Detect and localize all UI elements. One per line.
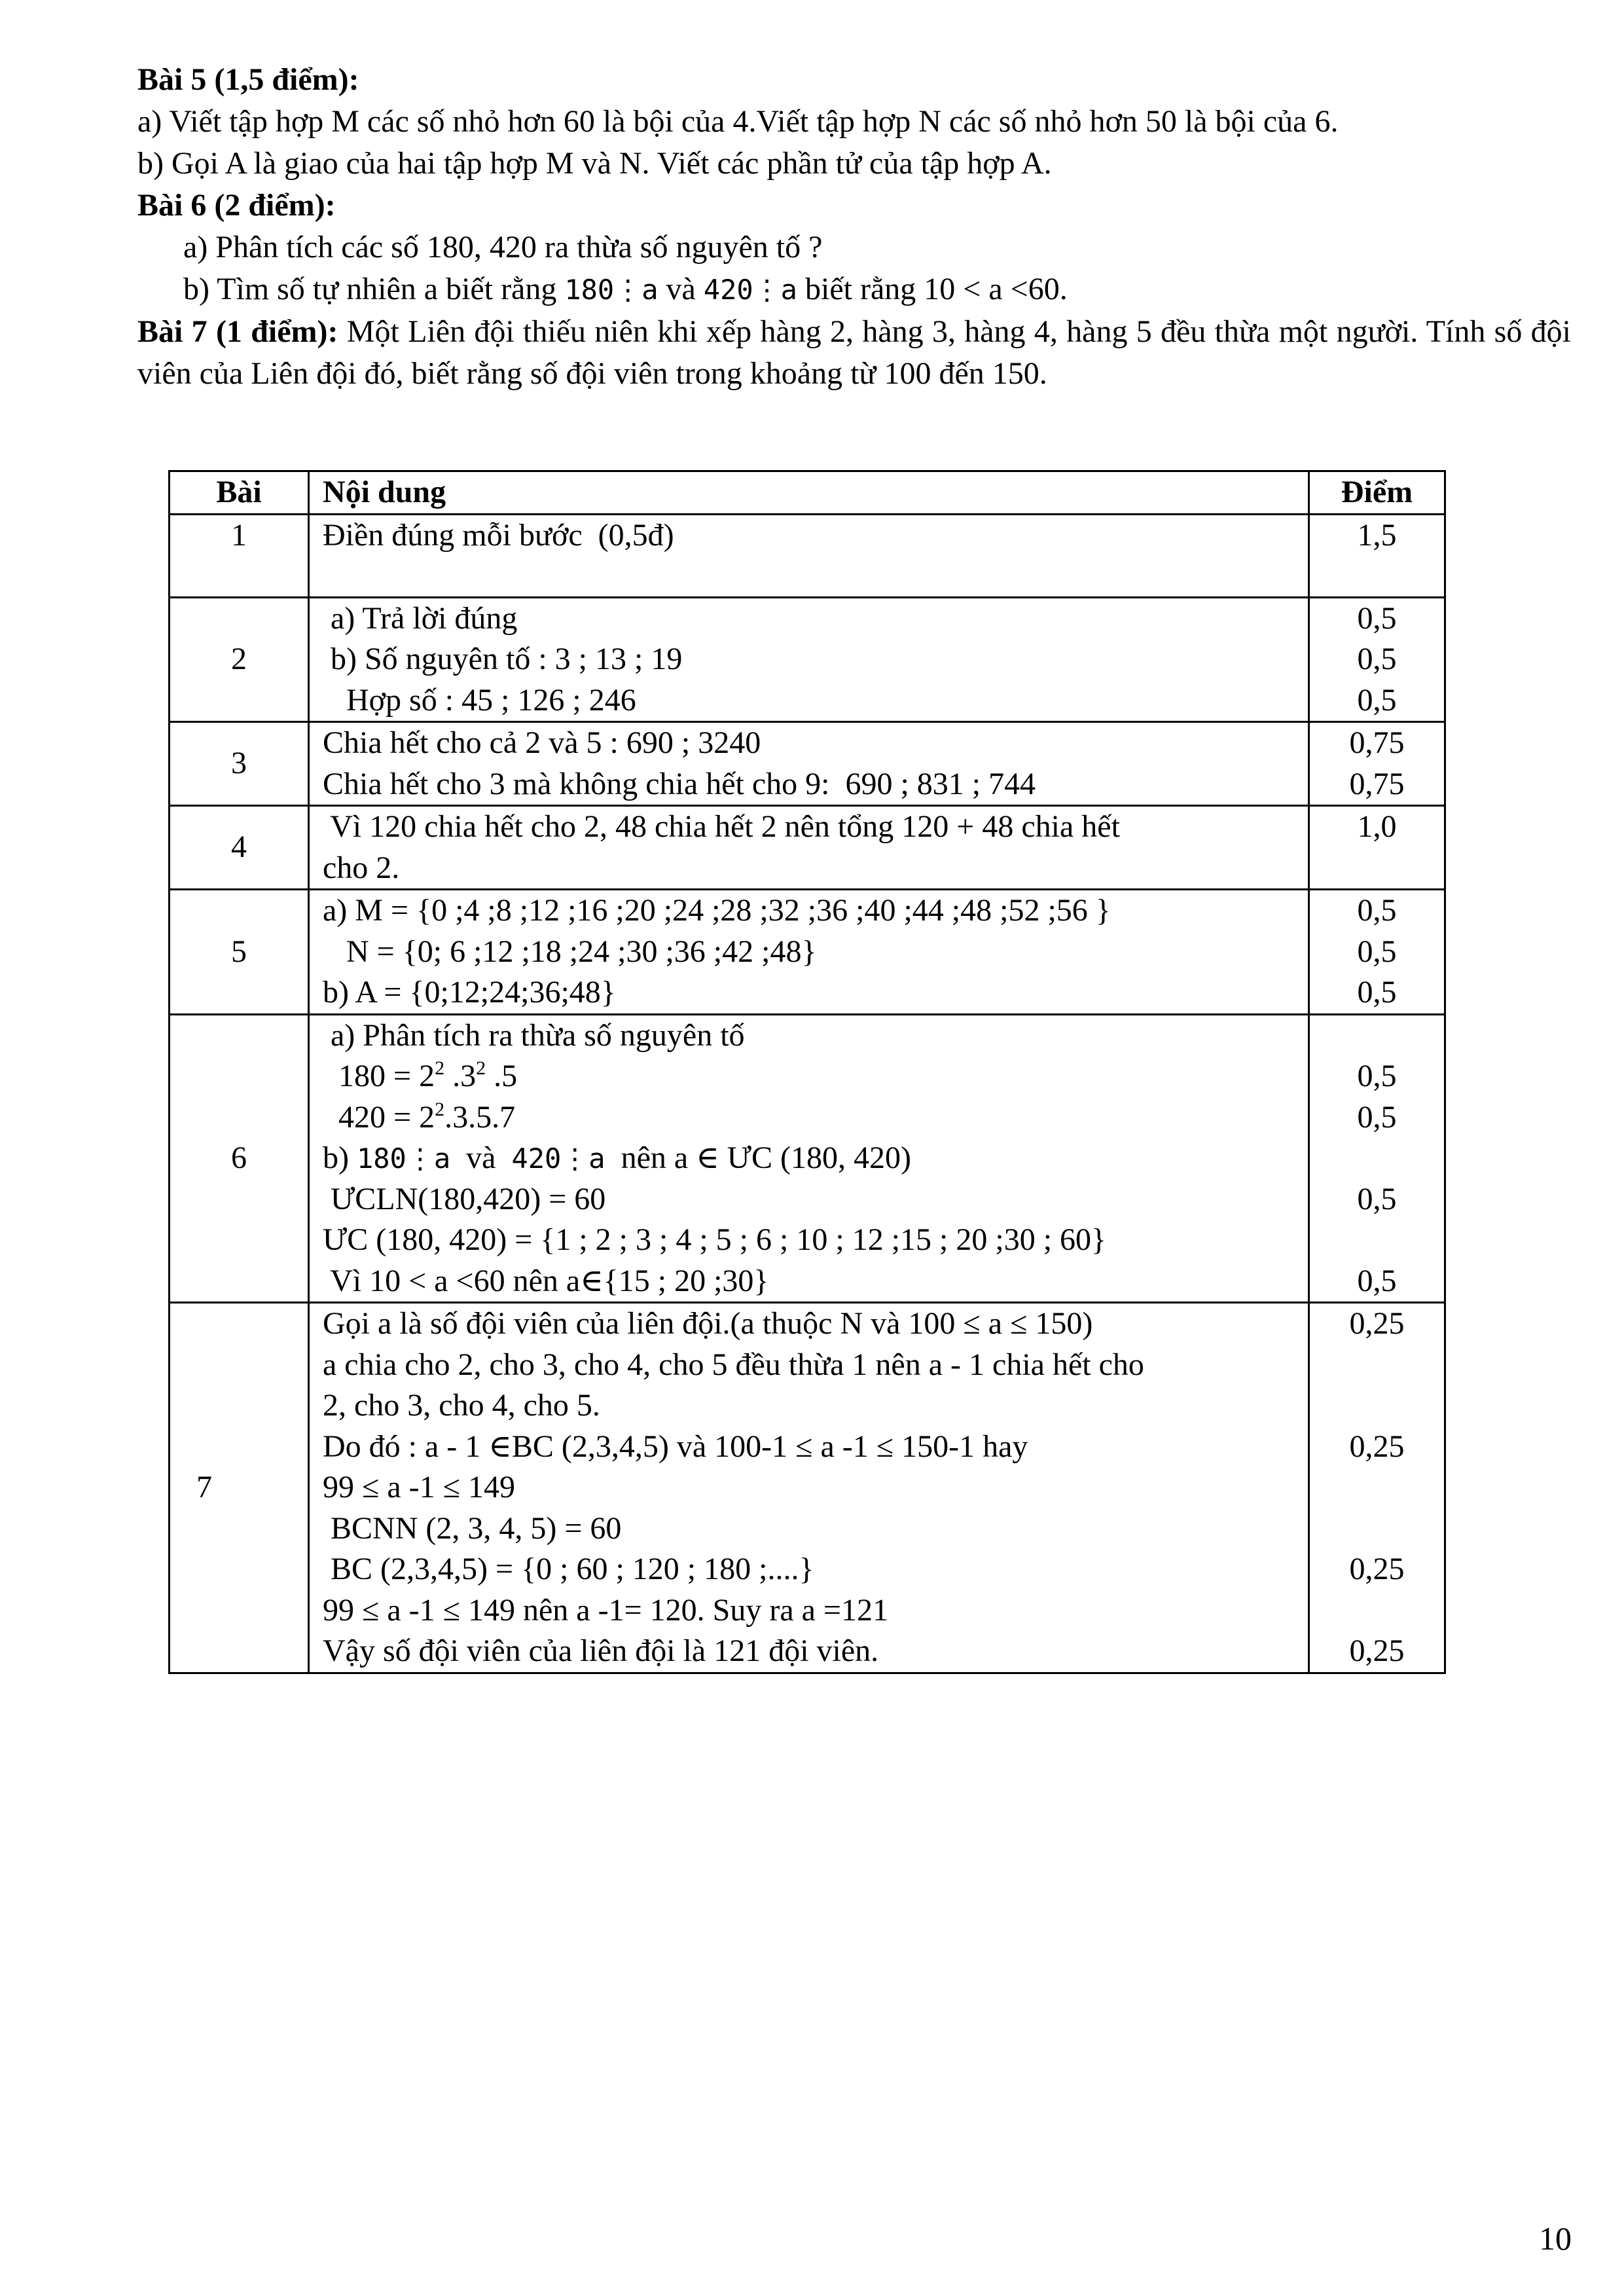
bai6-title: Bài 6 (2 điểm): <box>137 188 336 223</box>
text-part: 420 = 2 <box>323 1099 435 1135</box>
text-part: .3 <box>444 1059 477 1093</box>
table-row <box>170 514 1445 597</box>
content-line: a) Trả lời đúng <box>323 600 518 636</box>
exponent: 2 <box>435 1098 445 1120</box>
score: 1,0 <box>1357 809 1397 844</box>
text-part: .3.5.7 <box>444 1099 516 1135</box>
text-part: và <box>450 1140 512 1175</box>
page-number: 10 <box>1539 2220 1572 2257</box>
content-line: a) Phân tích ra thừa số nguyên tố <box>323 1017 745 1053</box>
exponent: 2 <box>476 1057 486 1079</box>
content-line-180 <box>323 1056 1308 1097</box>
text-part: nên a ∈ ƯC (180, 420) <box>605 1140 911 1175</box>
cell-noi-dung <box>309 890 1309 1015</box>
content-line: b) Số nguyên tố : 3 ; 13 ; 19 <box>323 642 683 676</box>
bai6-b-expr-2: 420⋮a <box>703 274 797 306</box>
score: 0,5 <box>1357 600 1397 636</box>
content-line: b) A = {0;12;24;36;48} <box>323 975 616 1010</box>
content-line: Do đó : a - 1 ∈BC (2,3,4,5) và 100-1 ≤ a -1 ≤ 150-1 hay <box>323 1429 1028 1464</box>
table-header-row <box>170 471 1445 515</box>
content-line: BCNN (2, 3, 4, 5) = 60 <box>323 1510 622 1546</box>
content-line: Chia hết cho cả 2 và 5 : 690 ; 3240 <box>323 725 761 760</box>
content-line: N = {0; 6 ;12 ;18 ;24 ;30 ;36 ;42 ;48} <box>323 934 817 969</box>
cell-bai: 2 <box>170 597 309 722</box>
content-line: Vậy số đội viên của liên đội là 121 đội viên. <box>323 1633 879 1668</box>
content-line: BC (2,3,4,5) = {0 ; 60 ; 120 ; 180 ;....} <box>323 1552 814 1586</box>
table-row <box>170 722 1445 806</box>
table-row <box>170 890 1445 1015</box>
bai7-paragraph <box>137 311 1571 395</box>
text-part: .5 <box>486 1059 518 1093</box>
score: 0,25 <box>1349 1429 1405 1464</box>
cell-noi-dung <box>309 1303 1309 1673</box>
cell-bai: 1 <box>170 514 309 597</box>
bai6-b-text-pre: b) Tìm số tự nhiên a biết rằng <box>183 272 565 306</box>
content-line: Vì 120 chia hết cho 2, 48 chia hết 2 nên tổng 120 + 48 chia hết <box>323 809 1120 844</box>
cell-diem <box>1309 1014 1445 1303</box>
content-line: Chia hết cho 3 mà không chia hết cho 9: 690 ; 831 ; 744 <box>323 766 1036 801</box>
score: 0,5 <box>1357 893 1397 928</box>
content-line: a chia cho 2, cho 3, cho 4, cho 5 đều thừa 1 nên a - 1 chia hết cho <box>323 1347 1144 1382</box>
table-row <box>170 806 1445 890</box>
score: 0,5 <box>1357 642 1397 676</box>
bai7-title: Bài 7 (1 điểm): <box>137 314 338 349</box>
header-diem: Điểm <box>1309 471 1445 515</box>
bai6-b-text-post: biết rằng 10 < a <60. <box>797 272 1068 306</box>
cell-noi-dung <box>309 806 1309 890</box>
score: 0,75 <box>1349 766 1405 801</box>
answer-key-table <box>168 470 1446 1674</box>
text-part: b) <box>323 1140 357 1175</box>
cell-diem <box>1309 806 1445 890</box>
table-row <box>170 597 1445 722</box>
content-line: Điền đúng mỗi bước (0,5đ) <box>323 517 674 553</box>
table-row <box>170 1014 1445 1303</box>
cell-diem <box>1309 890 1445 1015</box>
divisibility-expr: 180⋮a <box>356 1142 451 1175</box>
content-line-uc <box>323 1138 1308 1179</box>
cell-bai: 5 <box>170 890 309 1015</box>
bai5-part-b: b) Gọi A là giao của hai tập hợp M và N. Viết các phần tử của tập hợp A. <box>137 146 1052 181</box>
score: 0,25 <box>1349 1633 1405 1668</box>
bai6-b-expr-1: 180⋮a <box>564 274 659 306</box>
score: 0,5 <box>1357 1263 1397 1298</box>
cell-bai: 3 <box>170 722 309 806</box>
score: 0,5 <box>1357 934 1397 969</box>
cell-noi-dung <box>309 597 1309 722</box>
content-line: a) M = {0 ;4 ;8 ;12 ;16 ;20 ;24 ;28 ;32 ;36 ;40 ;44 ;48 ;52 ;56 } <box>323 893 1111 928</box>
bai6-part-a: a) Phân tích các số 180, 420 ra thừa số nguyên tố ? <box>183 230 823 264</box>
cell-noi-dung <box>309 514 1309 597</box>
header-noi-dung: Nội dung <box>309 471 1309 515</box>
header-bai: Bài <box>170 471 309 515</box>
cell-bai: 7 <box>170 1303 309 1673</box>
cell-bai: 4 <box>170 806 309 890</box>
score: 0,75 <box>1349 725 1405 760</box>
content-line-420 <box>323 1097 1308 1139</box>
exercise-section <box>137 59 1571 395</box>
cell-noi-dung <box>309 1014 1309 1303</box>
score: 0,5 <box>1357 1099 1397 1135</box>
content-line: ƯCLN(180,420) = 60 <box>323 1181 606 1216</box>
score: 0,5 <box>1357 682 1397 718</box>
score: 1,5 <box>1357 517 1397 553</box>
score: 0,5 <box>1357 975 1397 1010</box>
exponent: 2 <box>435 1057 445 1079</box>
content-line: Hợp số : 45 ; 126 ; 246 <box>323 682 636 718</box>
content-line: 2, cho 3, cho 4, cho 5. <box>323 1388 600 1423</box>
cell-diem <box>1309 514 1445 597</box>
content-line: Vì 10 < a <60 nên a∈{15 ; 20 ;30} <box>323 1263 769 1298</box>
score: 0,25 <box>1349 1306 1405 1341</box>
content-line: cho 2. <box>323 850 400 885</box>
bai5-part-a: a) Viết tập hợp M các số nhỏ hơn 60 là bội của 4.Viết tập hợp N các số nhỏ hơn 50 là bội của 6. <box>137 104 1339 139</box>
bai5-title: Bài 5 (1,5 điểm): <box>137 62 359 97</box>
content-line: Gọi a là số đội viên của liên đội.(a thuộc N và 100 ≤ a ≤ 150) <box>323 1306 1093 1341</box>
content-line: ƯC (180, 420) = {1 ; 2 ; 3 ; 4 ; 5 ; 6 ; 10 ; 12 ;15 ; 20 ;30 ; 60} <box>323 1222 1107 1257</box>
score: 0,5 <box>1357 1059 1397 1093</box>
cell-diem <box>1309 1303 1445 1673</box>
bai6-part-b <box>137 268 1571 311</box>
cell-bai: 6 <box>170 1014 309 1303</box>
cell-diem <box>1309 722 1445 806</box>
score: 0,25 <box>1349 1552 1405 1586</box>
divisibility-expr: 420⋮a <box>511 1142 605 1175</box>
text-part: 180 = 2 <box>323 1059 435 1093</box>
content-line: 99 ≤ a -1 ≤ 149 <box>323 1470 515 1504</box>
cell-diem <box>1309 597 1445 722</box>
score: 0,5 <box>1357 1181 1397 1216</box>
table-row <box>170 1303 1445 1673</box>
cell-noi-dung <box>309 722 1309 806</box>
bai6-b-text-mid: và <box>658 272 704 306</box>
content-line: 99 ≤ a -1 ≤ 149 nên a -1= 120. Suy ra a =121 <box>323 1592 888 1628</box>
bai7-text: Một Liên đội thiếu niên khi xếp hàng 2, hàng 3, hàng 4, hàng 5 đều thừa một người. Tính số đội viên của Liên đội đó, biết rằng số đội viên trong khoảng từ 100 đến 150. <box>137 314 1571 391</box>
